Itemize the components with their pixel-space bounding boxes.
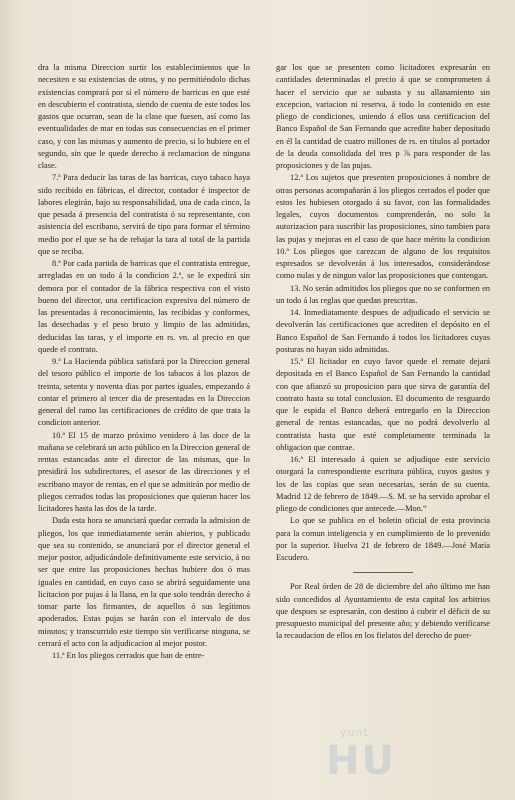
paragraph: 14. Inmediatamente despues de adjudicado el servicio se devolverán las certificaciones que acrediten el depósito en el Banco Español de San Fernando á todos los licitadores cuyas posturas no hayan sido admitidas.	[276, 308, 490, 354]
left-column	[38, 62, 250, 662]
paragraph: 7.ª Para deducir las taras de las barricas, cuyo tabaco haya sido recibido en fábricas, el director, contador é inspector de labores elegirán, bajo su responsabilidad, una de cada cinco, la que pesada á presencia del contratista ó su representante, con asistencia del escribano, servirá de tipo para formar el término medio por el que se ha de rebajar la tara al total de la partida que se reciba.	[38, 173, 250, 256]
paragraph: 11.ª En los pliegos cerrados que han de entre-	[52, 651, 205, 660]
paragraph: Dada esta hora se anunciará quedar cerrada la admision de pliegos, los que inmediatamente serán abiertos, y publicado que sea su contenido, se anunciará por el director general el mejor postor, adjudicándole definitivamente este servicio, á no ser que entre las proposiciones hechas hubiere dos ó mas iguales en cantidad, en cuyo caso se abrirá seguidamente una licitacion por pujas á la llana, en la que solo tendrán derecho á tomar parte los firmantes, de aquellos ó sus legítimos apoderados. Estas pujas se harán con el intervalo de dos minutos; y transcurrido este tiempo sin verificarse ninguna, se cerrará el acto con la adjudicacion al mejor postor.	[38, 516, 250, 648]
paragraph: gar los que se presenten como licitadores expresarán en cantidades determinadas el precio á que se comprometen á hacer el servicio que se subasta y su allanamiento sin excepcion, variacion ni reserva, á todo lo contenido en este pliego de condiciones, uniendo á ellos una certificacion del Banco Español de San Fernando que acredite haber depositado en él la cantidad de cuatro millones de rs. en títulos al portador de la deuda consolidada del tres p ⅞ para responder de las proposiciones y de las pujas.	[276, 63, 490, 170]
paragraph: 12.ª Los sujetos que presenten proposiciones á nombre de otras personas acompañarán á los pliegos cerrados el poder que estos les hubiesen otorgado á su favor, con las formalidades legales, cuyos documentos comprenderán, no solo la autorizacion para suscribir las proposiciones, sino tambien para las pujas y mejoras en el caso de que hace mérito la condicion 10.ª Los pliegos que carezcan de alguno de los requisitos espresados se devolverán á los interesados, considerándose como nulas y de ningun valor las proposiciones que contengan.	[276, 173, 490, 281]
paragraph: 16.ª El interesado á quien se adjudique este servicio otorgará la correspondiente escritura pública, cuyos gastos y los de las copias que sean necesarias, serán de su cuenta. Madrid 12 de febrero de 1849.—S. M. se ha servido aprobar el pliego de condiciones que antecede.—Mon.“	[276, 455, 490, 513]
paragraph: 10.ª El 15 de marzo próximo venidero á las doce de la mañana se celebrará un acto público en la Direccion general de rentas estancadas ante el director de las mismas, que lo presidirá los subdirectores, el asesor de las direcciones y el escribano mayor de rentas, en el que se admitirán por medio de pliegos cerrados todas las proposiciones que quieran hacer los licitadores hasta las dos de la tarde.	[38, 430, 250, 513]
watermark-text-small: yunt	[340, 726, 369, 739]
paragraph: 8.ª Por cada partida de barricas que el contratista entregue, arregladas en un todo á la condicion 2.ª, se le expedirá sin demora por el contador de la fábrica respectiva con el visto bueno del director, una certificacion expresiva del número de las presentadas á reconocimiento, las recibidas y conformes, las desechadas y el peso bruto y limpio de las admitidas, deducidas las taras, y el importe en rs. vn. al precio en que quede el contrato.	[38, 259, 250, 354]
paragraph: 13. No serán admitidos los pliegos que no se conformen en un todo á las reglas que quedan prescritas.	[276, 283, 490, 305]
paragraph: Lo que se publica en el boletin oficial de esta provincia para la comun inteligencia y en cumplimiento de lo prevenido por la superior. Huelva 21 de febrero de 1849.—José María Escudero.	[276, 516, 490, 562]
watermark-logo: HU	[326, 738, 396, 784]
paragraph: dra la misma Direccion surtir los establecimientos que lo necesiten e su existencias de otros, y no permitiéndolo dichas existencias comprará por sí el número de barricas en que esté en descubierto el contratista, siendo de cuenta de este todos los gastos que ocurran, sean de la clase que fuesen, así como las eventualidades de mar en todas sus consecuencias en el primer caso, y con las mismas y aumento de precio, si lo hubiere en el segundo, sin que le quede derecho á reclamacion de ninguna clase.	[38, 63, 250, 170]
section-divider	[353, 572, 413, 573]
right-column	[276, 62, 490, 643]
paragraph: 9.ª La Hacienda pública satisfará por la Direccion general del tesoro público el importe de los tabacos á los plazos de treinta, setenta y noventa dias por partes iguales, empezando á contar el primero al tercer dia de presentadas en la Direccion general del ramo las certificaciones de crédito de que trata la condicion anterior.	[38, 357, 250, 428]
paragraph: Por Real órden de 28 de diciembre del año último me han sido concedidos al Ayuntamiento de esta capital los arbitrios que despues se espresarán, con destino á cubrir el déficit de su presupuesto municipal del presente año; y debiendo verificarse la recaudacion de ellos en los fielatos del derecho de puer-	[276, 582, 490, 641]
paragraph: 15.ª El licitador en cuyo favor quede el remate dejará depositada en el Banco Español de San Fernando la cantidad con que afianzó su proposicion para que sirva de garantía del contrato hasta su total conclusion. El documento de resguardo que le espida el Banco deberá entregarlo en la Direccion general de rentas estancadas, que no podrá devolverlo al contratista hasta que esté completamente terminada la obligacion que contrae.	[276, 357, 490, 452]
